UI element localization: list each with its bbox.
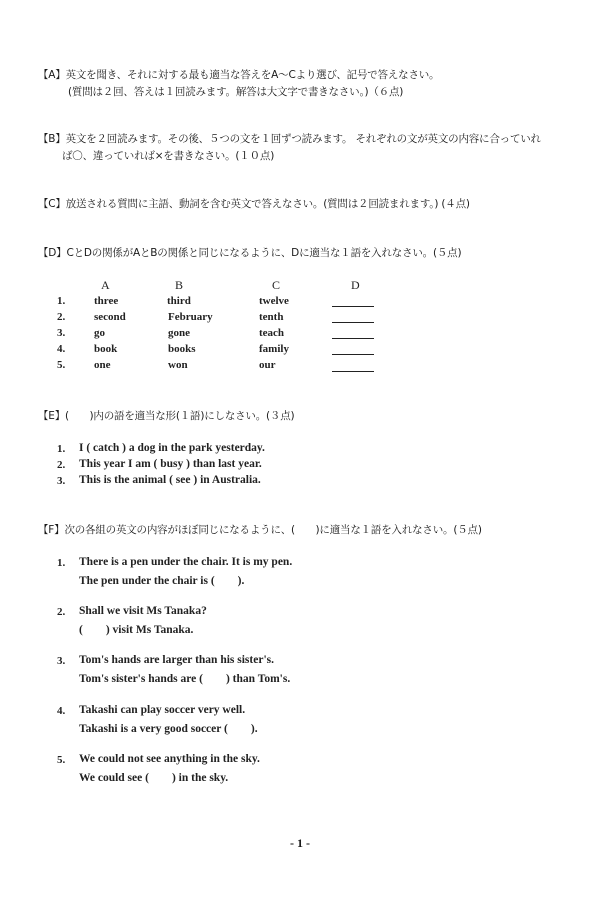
sentence-1: Takashi can play soccer very well. — [79, 704, 246, 716]
item-number: 2. — [57, 606, 66, 618]
column-header-d: D — [351, 278, 360, 292]
section-c-instruction: 【C】放送される質問に主語、動詞を含む英文で答えなさい。(質問は２回読まれます。) (４点) — [38, 198, 470, 210]
item-text: This is the animal ( see ) in Australia. — [79, 474, 261, 486]
column-header-b: B — [175, 278, 184, 292]
section-e-instruction: 【E】( )内の語を適当な形(１語)にしなさい。(３点) — [38, 410, 295, 422]
sentence-2: ( ) visit Ms Tanaka. — [79, 624, 194, 636]
column-header-c: C — [272, 278, 281, 292]
section-a-instruction: 【A】英文を聞き、それに対する最も適当な答えをA～Cより選び、記号で答えなさい。 — [38, 69, 440, 81]
answer-blank[interactable] — [332, 371, 374, 372]
cell-a: book — [94, 343, 118, 355]
sentence-1: Shall we visit Ms Tanaka? — [79, 605, 207, 617]
cell-a: go — [94, 327, 105, 339]
row-number: 4. — [57, 343, 66, 355]
sentence-1: Tom's hands are larger than his sister's. — [79, 654, 274, 666]
row-number: 1. — [57, 295, 66, 307]
row-number: 2. — [57, 311, 66, 323]
sentence-2: Tom's sister's hands are ( ) than Tom's. — [79, 673, 291, 685]
sentence-2: The pen under the chair is ( ). — [79, 575, 245, 587]
row-number: 3. — [57, 327, 66, 339]
cell-b: books — [168, 343, 196, 355]
cell-a: three — [94, 295, 119, 307]
answer-blank[interactable] — [332, 322, 374, 323]
item-number: 1. — [57, 557, 66, 569]
column-header-a: A — [101, 278, 110, 292]
section-f-instruction: 【F】次の各組の英文の内容がほぼ同じになるように、( )に適当な１語を入れなさい。(５点) — [38, 524, 482, 536]
section-a-note: (質問は２回、答えは１回読みます。解答は大文字で書きなさい。)（６点) — [68, 86, 404, 98]
sentence-2: Takashi is a very good soccer ( ). — [79, 723, 258, 735]
item-number: 1. — [57, 443, 66, 455]
sentence-1: There is a pen under the chair. It is my pen. — [79, 556, 293, 568]
cell-b: gone — [168, 327, 190, 339]
cell-c: teach — [259, 327, 285, 339]
item-text: This year I am ( busy ) than last year. — [79, 458, 262, 470]
cell-b: third — [167, 295, 191, 307]
answer-blank[interactable] — [332, 354, 374, 355]
cell-c: our — [259, 359, 276, 371]
cell-b: February — [168, 311, 213, 323]
item-number: 4. — [57, 705, 66, 717]
cell-a: second — [94, 311, 126, 323]
page-number: - 1 - — [290, 836, 310, 850]
sentence-1: We could not see anything in the sky. — [79, 753, 260, 765]
section-b-instruction: 【B】英文を２回読みます。その後、５つの文を１回ずつ読みます。 それぞれの文が英文の内容に合っていれ — [38, 133, 541, 145]
answer-blank[interactable] — [332, 306, 374, 307]
cell-c: family — [259, 343, 289, 355]
cell-a: one — [94, 359, 111, 371]
section-d-instruction: 【D】CとDの関係がAとBの関係と同じになるように、Dに適当な１語を入れなさい。(５点) — [38, 247, 462, 259]
item-number: 3. — [57, 475, 66, 487]
item-number: 2. — [57, 459, 66, 471]
cell-b: won — [168, 359, 188, 371]
section-b-note: ば〇、違っていれば×を書きなさい。(１０点) — [62, 150, 275, 162]
cell-c: tenth — [259, 311, 284, 323]
item-number: 5. — [57, 754, 66, 766]
row-number: 5. — [57, 359, 66, 371]
item-text: I ( catch ) a dog in the park yesterday. — [79, 442, 265, 454]
sentence-2: We could see ( ) in the sky. — [79, 772, 229, 784]
cell-c: twelve — [259, 295, 289, 307]
item-number: 3. — [57, 655, 66, 667]
answer-blank[interactable] — [332, 338, 374, 339]
